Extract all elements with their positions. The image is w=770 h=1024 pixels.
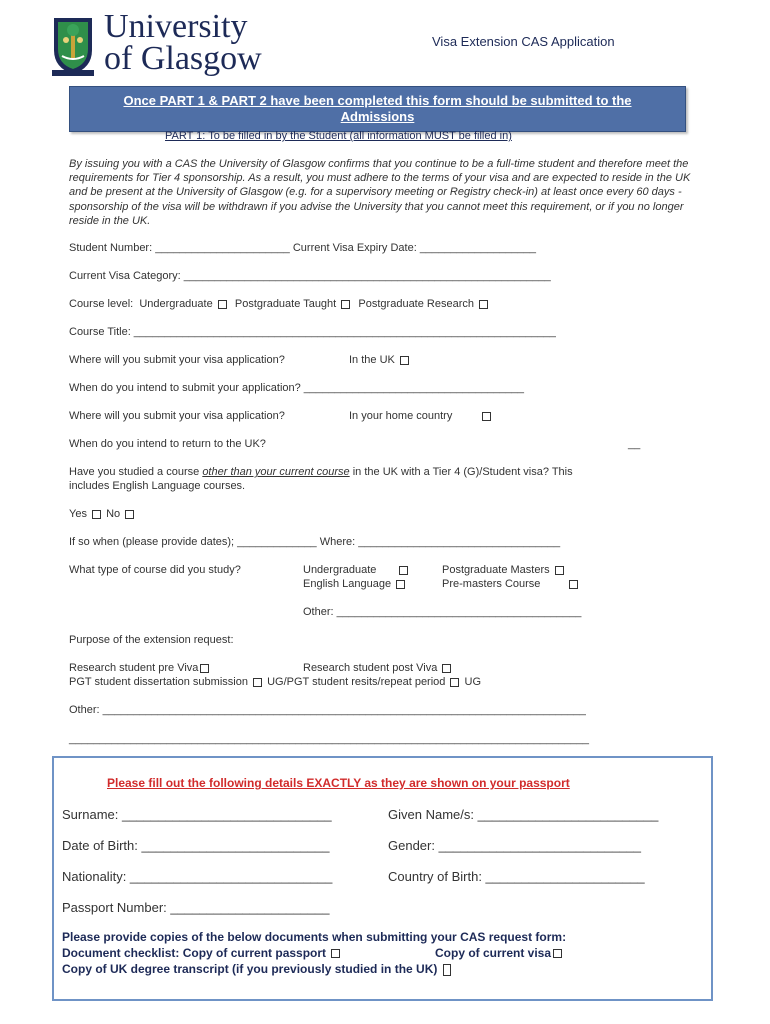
- studied-text-pre: Have you studied a course: [69, 466, 203, 478]
- document-title: Visa Extension CAS Application: [432, 34, 615, 49]
- type-eng-label: English Language: [303, 578, 392, 590]
- documents-instruction: Please provide copies of the below documents when submitting your CAS request form:: [62, 930, 567, 944]
- type-pre-checkbox[interactable]: [569, 580, 578, 589]
- checklist-visa-checkbox[interactable]: [553, 949, 562, 958]
- visa-category-field[interactable]: Current Visa Category: ____________________________________________________________: [69, 270, 551, 282]
- purpose-post-viva-option: [303, 662, 453, 674]
- university-crest-icon: [52, 16, 94, 76]
- type-other-field[interactable]: Other: ________________________________________: [303, 606, 582, 618]
- if-so-dates-field[interactable]: If so when (please provide dates); _____________ Where: _________________________________: [69, 536, 561, 548]
- nationality-field[interactable]: Nationality: ____________________________: [62, 869, 333, 884]
- logo-line-2: of Glasgow: [104, 40, 262, 77]
- intro-paragraph: By issuing you with a CAS the University of Glasgow confirms that you continue to be a full-time student and therefore meet the requirements for Tier 4 sponsorship. As a result, you must adhere to the terms of your visa and are expected to reside in the UK and be present at the University of Glasgow (e.g. for a supervisory meeting or Registry check-in) at least once every 60 days - sponsorship of the visa will be withdrawn if you advise the University that you cannot meet this requirement, or if you no longer reside in the UK.: [69, 158, 691, 227]
- type-ug-label: Undergraduate: [303, 564, 377, 576]
- type-ug-option: [303, 564, 410, 576]
- checklist-transcript-checkbox[interactable]: [443, 964, 451, 976]
- submission-banner: [69, 86, 686, 132]
- return-when-line[interactable]: __: [628, 438, 641, 450]
- course-level-ug-checkbox[interactable]: [218, 300, 227, 309]
- submit-uk-checkbox[interactable]: [400, 356, 409, 365]
- purpose-resits-checkbox[interactable]: [450, 678, 459, 687]
- logo-line-1: University: [104, 8, 248, 45]
- course-level-ug-label: Undergraduate: [139, 298, 213, 310]
- type-eng-checkbox[interactable]: [396, 580, 405, 589]
- checklist-passport-label: Document checklist: Copy of current passport: [62, 946, 327, 960]
- submit-uk-label: In the UK: [349, 354, 395, 366]
- checklist-transcript: [62, 962, 453, 976]
- return-when-question: When do you intend to return to the UK?: [69, 438, 266, 450]
- submit-home-label: In your home country: [349, 410, 453, 422]
- purpose-pre-viva-label: Research student pre Viva: [69, 662, 199, 674]
- checklist-passport: [62, 946, 342, 960]
- passport-heading: Please fill out the following details EXACTLY as they are shown on your passport: [107, 776, 570, 790]
- course-title-field[interactable]: Course Title: _____________________________________________________________________: [69, 326, 556, 338]
- purpose-other-field[interactable]: Other: _______________________________________________________________________________: [69, 704, 586, 716]
- date-of-birth-field[interactable]: Date of Birth: __________________________: [62, 838, 330, 853]
- surname-field[interactable]: Surname: _____________________________: [62, 807, 332, 822]
- checklist-transcript-label: Copy of UK degree transcript (if you previously studied in the UK): [62, 962, 438, 976]
- purpose-pgt-checkbox[interactable]: [253, 678, 262, 687]
- type-pre-label: Pre-masters Course: [442, 578, 541, 590]
- submit-home-checkbox[interactable]: [482, 412, 491, 421]
- yes-label: Yes: [69, 508, 87, 520]
- course-level-row: [69, 298, 490, 310]
- course-level-pgt-checkbox[interactable]: [341, 300, 350, 309]
- purpose-post-viva-checkbox[interactable]: [442, 664, 451, 673]
- submit-home-option: [349, 410, 493, 422]
- studied-text-em: other than your current course: [202, 466, 350, 478]
- studied-question: [69, 466, 573, 478]
- studied-text-post: in the UK with a Tier 4 (G)/Student visa? This: [349, 466, 573, 478]
- purpose-pgt-label: PGT student dissertation submission: [69, 676, 248, 688]
- yes-checkbox[interactable]: [92, 510, 101, 519]
- type-pgm-option: [442, 564, 566, 576]
- purpose-label: Purpose of the extension request:: [69, 634, 234, 646]
- type-pgm-label: Postgraduate Masters: [442, 564, 550, 576]
- purpose-pre-viva-option: [69, 662, 211, 674]
- purpose-row-2: [69, 676, 481, 688]
- submit-uk-option: [349, 354, 411, 366]
- course-level-pgt-label: Postgraduate Taught: [234, 298, 337, 310]
- gender-field[interactable]: Gender: ____________________________: [388, 838, 642, 853]
- country-of-birth-field[interactable]: Country of Birth: ______________________: [388, 869, 645, 884]
- yes-no-row: [69, 508, 136, 520]
- type-ug-checkbox[interactable]: [399, 566, 408, 575]
- type-pre-option: [442, 578, 580, 590]
- part1-heading: PART 1: To be filled in by the Student (all information MUST be filled in): [165, 130, 512, 142]
- course-level-pgr-label: Postgraduate Research: [358, 298, 474, 310]
- purpose-other-line-2[interactable]: _____________________________________________________________________________________: [69, 733, 590, 745]
- student-number-field[interactable]: Student Number: ______________________ Current Visa Expiry Date: ___________________: [69, 242, 537, 254]
- purpose-resits-label: UG/PGT student resits/repeat period: [267, 676, 446, 688]
- submit-where-question-2: Where will you submit your visa application?: [69, 410, 285, 422]
- checklist-passport-checkbox[interactable]: [331, 949, 340, 958]
- no-checkbox[interactable]: [125, 510, 134, 519]
- checklist-visa: [435, 946, 564, 960]
- type-eng-option: [303, 578, 407, 590]
- submit-where-question: Where will you submit your visa application?: [69, 354, 285, 366]
- purpose-ug-label: UG: [464, 676, 482, 688]
- no-label: No: [106, 508, 121, 520]
- course-level-pgr-checkbox[interactable]: [479, 300, 488, 309]
- passport-number-field[interactable]: Passport Number: ______________________: [62, 900, 330, 915]
- course-type-question: What type of course did you study?: [69, 564, 241, 576]
- purpose-pre-viva-checkbox[interactable]: [200, 664, 209, 673]
- checklist-visa-label: Copy of current visa: [435, 946, 552, 960]
- studied-question-line2: includes English Language courses.: [69, 480, 246, 492]
- given-name-field[interactable]: Given Name/s: _________________________: [388, 807, 659, 822]
- banner-text: Once PART 1 & PART 2 have been completed this form should be submitted to the Admissions: [123, 93, 632, 124]
- course-level-label: Course level:: [69, 298, 134, 310]
- submit-when-field[interactable]: When do you intend to submit your application? ____________________________________: [69, 382, 525, 394]
- university-logo-text: [104, 10, 262, 76]
- purpose-post-viva-label: Research student post Viva: [303, 662, 438, 674]
- type-pgm-checkbox[interactable]: [555, 566, 564, 575]
